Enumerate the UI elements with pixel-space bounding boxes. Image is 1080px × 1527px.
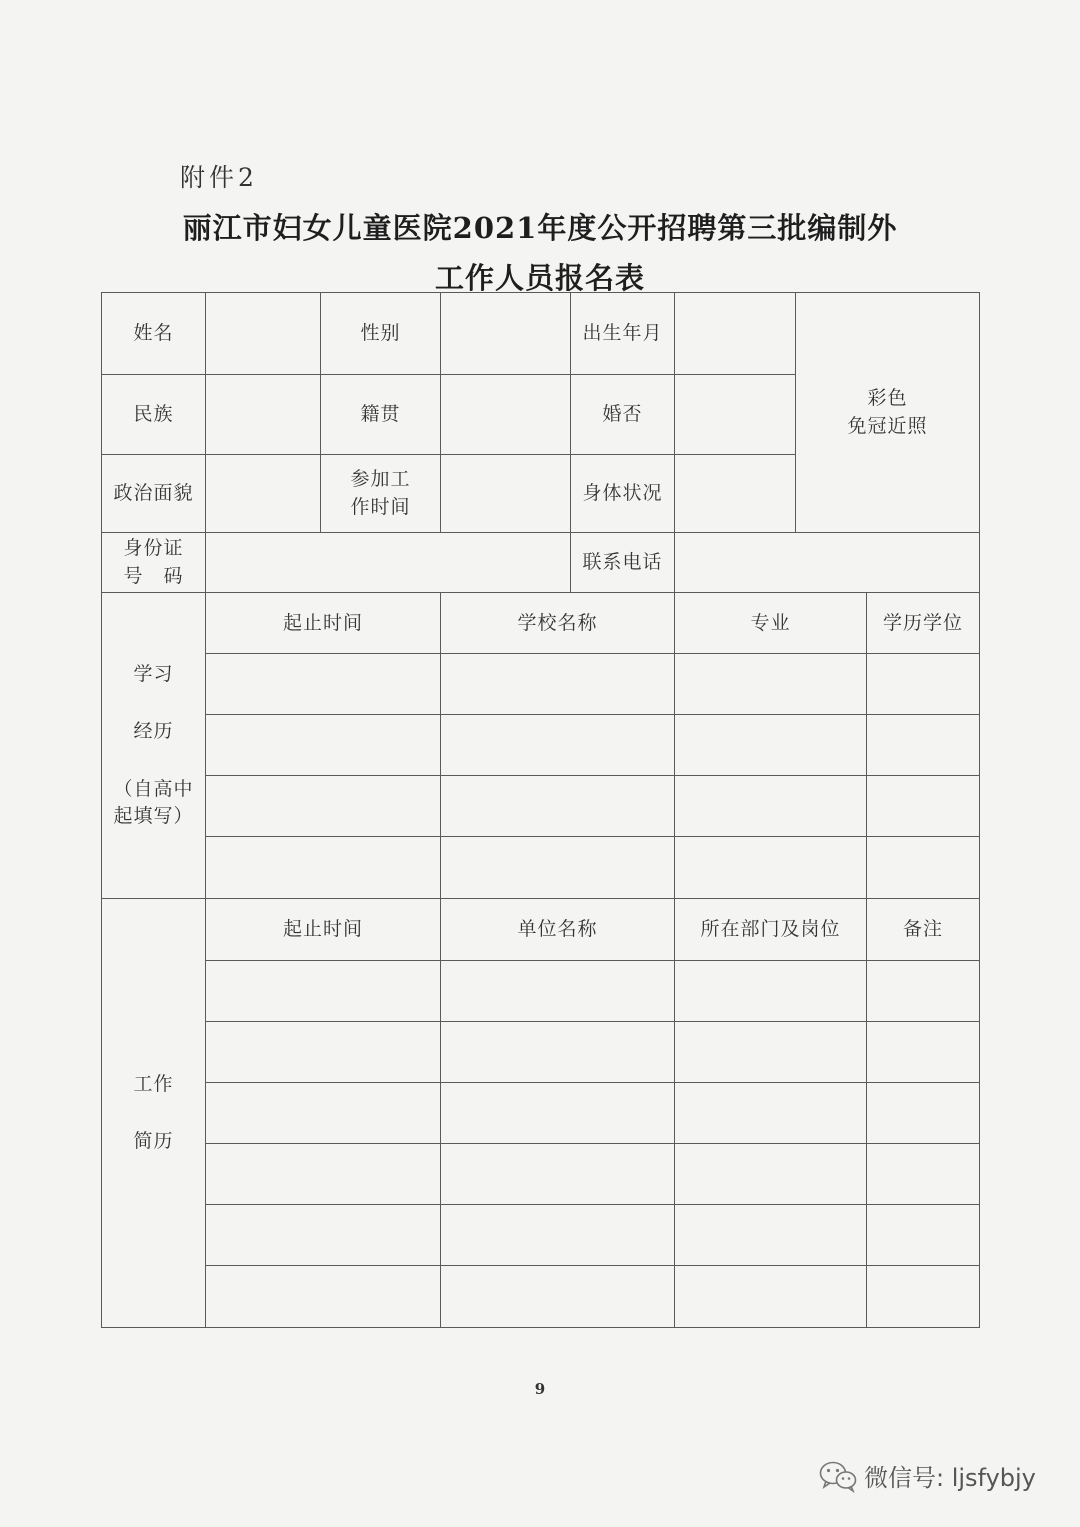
label-education-line-4: 起填写） [113,805,194,828]
table-row [102,837,980,899]
work-col-notes: 备注 [867,899,980,960]
work-cell-period[interactable] [206,1265,441,1327]
work-cell-employer[interactable] [441,1265,675,1327]
attachment-label: 附件2 [180,163,258,192]
label-ethnicity: 民族 [102,375,206,455]
edu-cell-school[interactable] [441,715,675,776]
label-work-start [321,455,441,533]
input-ethnicity[interactable] [206,375,321,455]
table-row [102,1204,980,1265]
form-title-line-2: 工作人员报名表 [434,261,645,295]
input-political[interactable] [206,455,321,533]
work-cell-period[interactable] [206,1021,441,1082]
label-education [102,593,206,899]
label-native-place: 籍贯 [321,375,441,455]
row-basic-1 [102,293,980,375]
work-cell-period[interactable] [206,1143,441,1204]
form-title-line-1: 丽江市妇女儿童医院2021年度公开招聘第三批编制外 [182,211,898,245]
input-id-number[interactable] [206,533,571,593]
edu-cell-school[interactable] [441,654,675,715]
edu-cell-school[interactable] [441,776,675,837]
watermark-text: 微信号: ljsfybjy [864,1464,1036,1492]
label-education-line-3: （自高中 [113,777,194,800]
table-row [102,1143,980,1204]
input-marital[interactable] [675,375,796,455]
label-work-history [102,899,206,1328]
row-basic-4 [102,533,980,593]
wechat-watermark [818,1458,1036,1493]
edu-header-row [102,593,980,654]
label-id-number [102,533,206,593]
label-health: 身体状况 [571,455,675,533]
edu-cell-major[interactable] [675,776,867,837]
input-name[interactable] [206,293,321,375]
input-birth[interactable] [675,293,796,375]
edu-cell-period[interactable] [206,715,441,776]
work-cell-employer[interactable] [441,1143,675,1204]
input-native-place[interactable] [441,375,571,455]
photo-label-line-2: 免冠近照 [847,414,928,437]
edu-col-school: 学校名称 [441,593,675,654]
work-col-period: 起止时间 [206,899,441,960]
work-cell-department[interactable] [675,1265,867,1327]
label-work-start-line-1: 参加工 [350,468,411,491]
edu-cell-degree[interactable] [867,654,980,715]
wechat-icon [818,1459,858,1493]
work-cell-notes[interactable] [867,1082,980,1143]
work-cell-department[interactable] [675,960,867,1021]
work-cell-notes[interactable] [867,1265,980,1327]
registration-table [101,292,980,1328]
work-header-row [102,899,980,960]
input-health[interactable] [675,455,796,533]
label-education-line-2: 经历 [133,720,174,743]
label-id-line-2: 号 码 [123,564,184,587]
work-cell-department[interactable] [675,1204,867,1265]
work-cell-notes[interactable] [867,960,980,1021]
label-work-line-1: 工作 [133,1072,174,1095]
edu-cell-major[interactable] [675,715,867,776]
work-cell-period[interactable] [206,960,441,1021]
work-cell-employer[interactable] [441,960,675,1021]
work-cell-department[interactable] [675,1021,867,1082]
work-cell-notes[interactable] [867,1143,980,1204]
edu-col-period: 起止时间 [206,593,441,654]
input-work-start[interactable] [441,455,571,533]
registration-form [101,292,979,1328]
table-row [102,715,980,776]
edu-col-degree: 学历学位 [867,593,980,654]
work-col-employer: 单位名称 [441,899,675,960]
work-cell-notes[interactable] [867,1021,980,1082]
work-cell-period[interactable] [206,1204,441,1265]
photo-box[interactable] [796,293,980,533]
edu-cell-period[interactable] [206,776,441,837]
label-name: 姓名 [102,293,206,375]
work-col-department: 所在部门及岗位 [675,899,867,960]
label-id-line-1: 身份证 [123,537,184,560]
edu-cell-school[interactable] [441,837,675,899]
work-cell-period[interactable] [206,1082,441,1143]
work-cell-department[interactable] [675,1143,867,1204]
label-political: 政治面貌 [102,455,206,533]
label-work-start-line-2: 作时间 [350,495,411,518]
input-phone[interactable] [675,533,980,593]
table-row [102,1021,980,1082]
photo-label-line-1: 彩色 [867,387,908,410]
table-row [102,1265,980,1327]
work-cell-department[interactable] [675,1082,867,1143]
label-education-line-1: 学习 [133,662,174,685]
edu-cell-major[interactable] [675,654,867,715]
input-gender[interactable] [441,293,571,375]
edu-cell-period[interactable] [206,837,441,899]
edu-cell-degree[interactable] [867,715,980,776]
edu-col-major: 专业 [675,593,867,654]
page-number: 9 [534,1380,546,1398]
table-row [102,654,980,715]
table-row [102,960,980,1021]
work-cell-employer[interactable] [441,1082,675,1143]
work-cell-notes[interactable] [867,1204,980,1265]
label-birth: 出生年月 [571,293,675,375]
edu-cell-degree[interactable] [867,776,980,837]
label-gender: 性别 [321,293,441,375]
table-row [102,776,980,837]
edu-cell-period[interactable] [206,654,441,715]
edu-cell-major[interactable] [675,837,867,899]
table-row [102,1082,980,1143]
edu-cell-degree[interactable] [867,837,980,899]
work-cell-employer[interactable] [441,1204,675,1265]
label-marital: 婚否 [571,375,675,455]
label-phone: 联系电话 [571,533,675,593]
label-work-line-2: 简历 [133,1130,174,1153]
work-cell-employer[interactable] [441,1021,675,1082]
